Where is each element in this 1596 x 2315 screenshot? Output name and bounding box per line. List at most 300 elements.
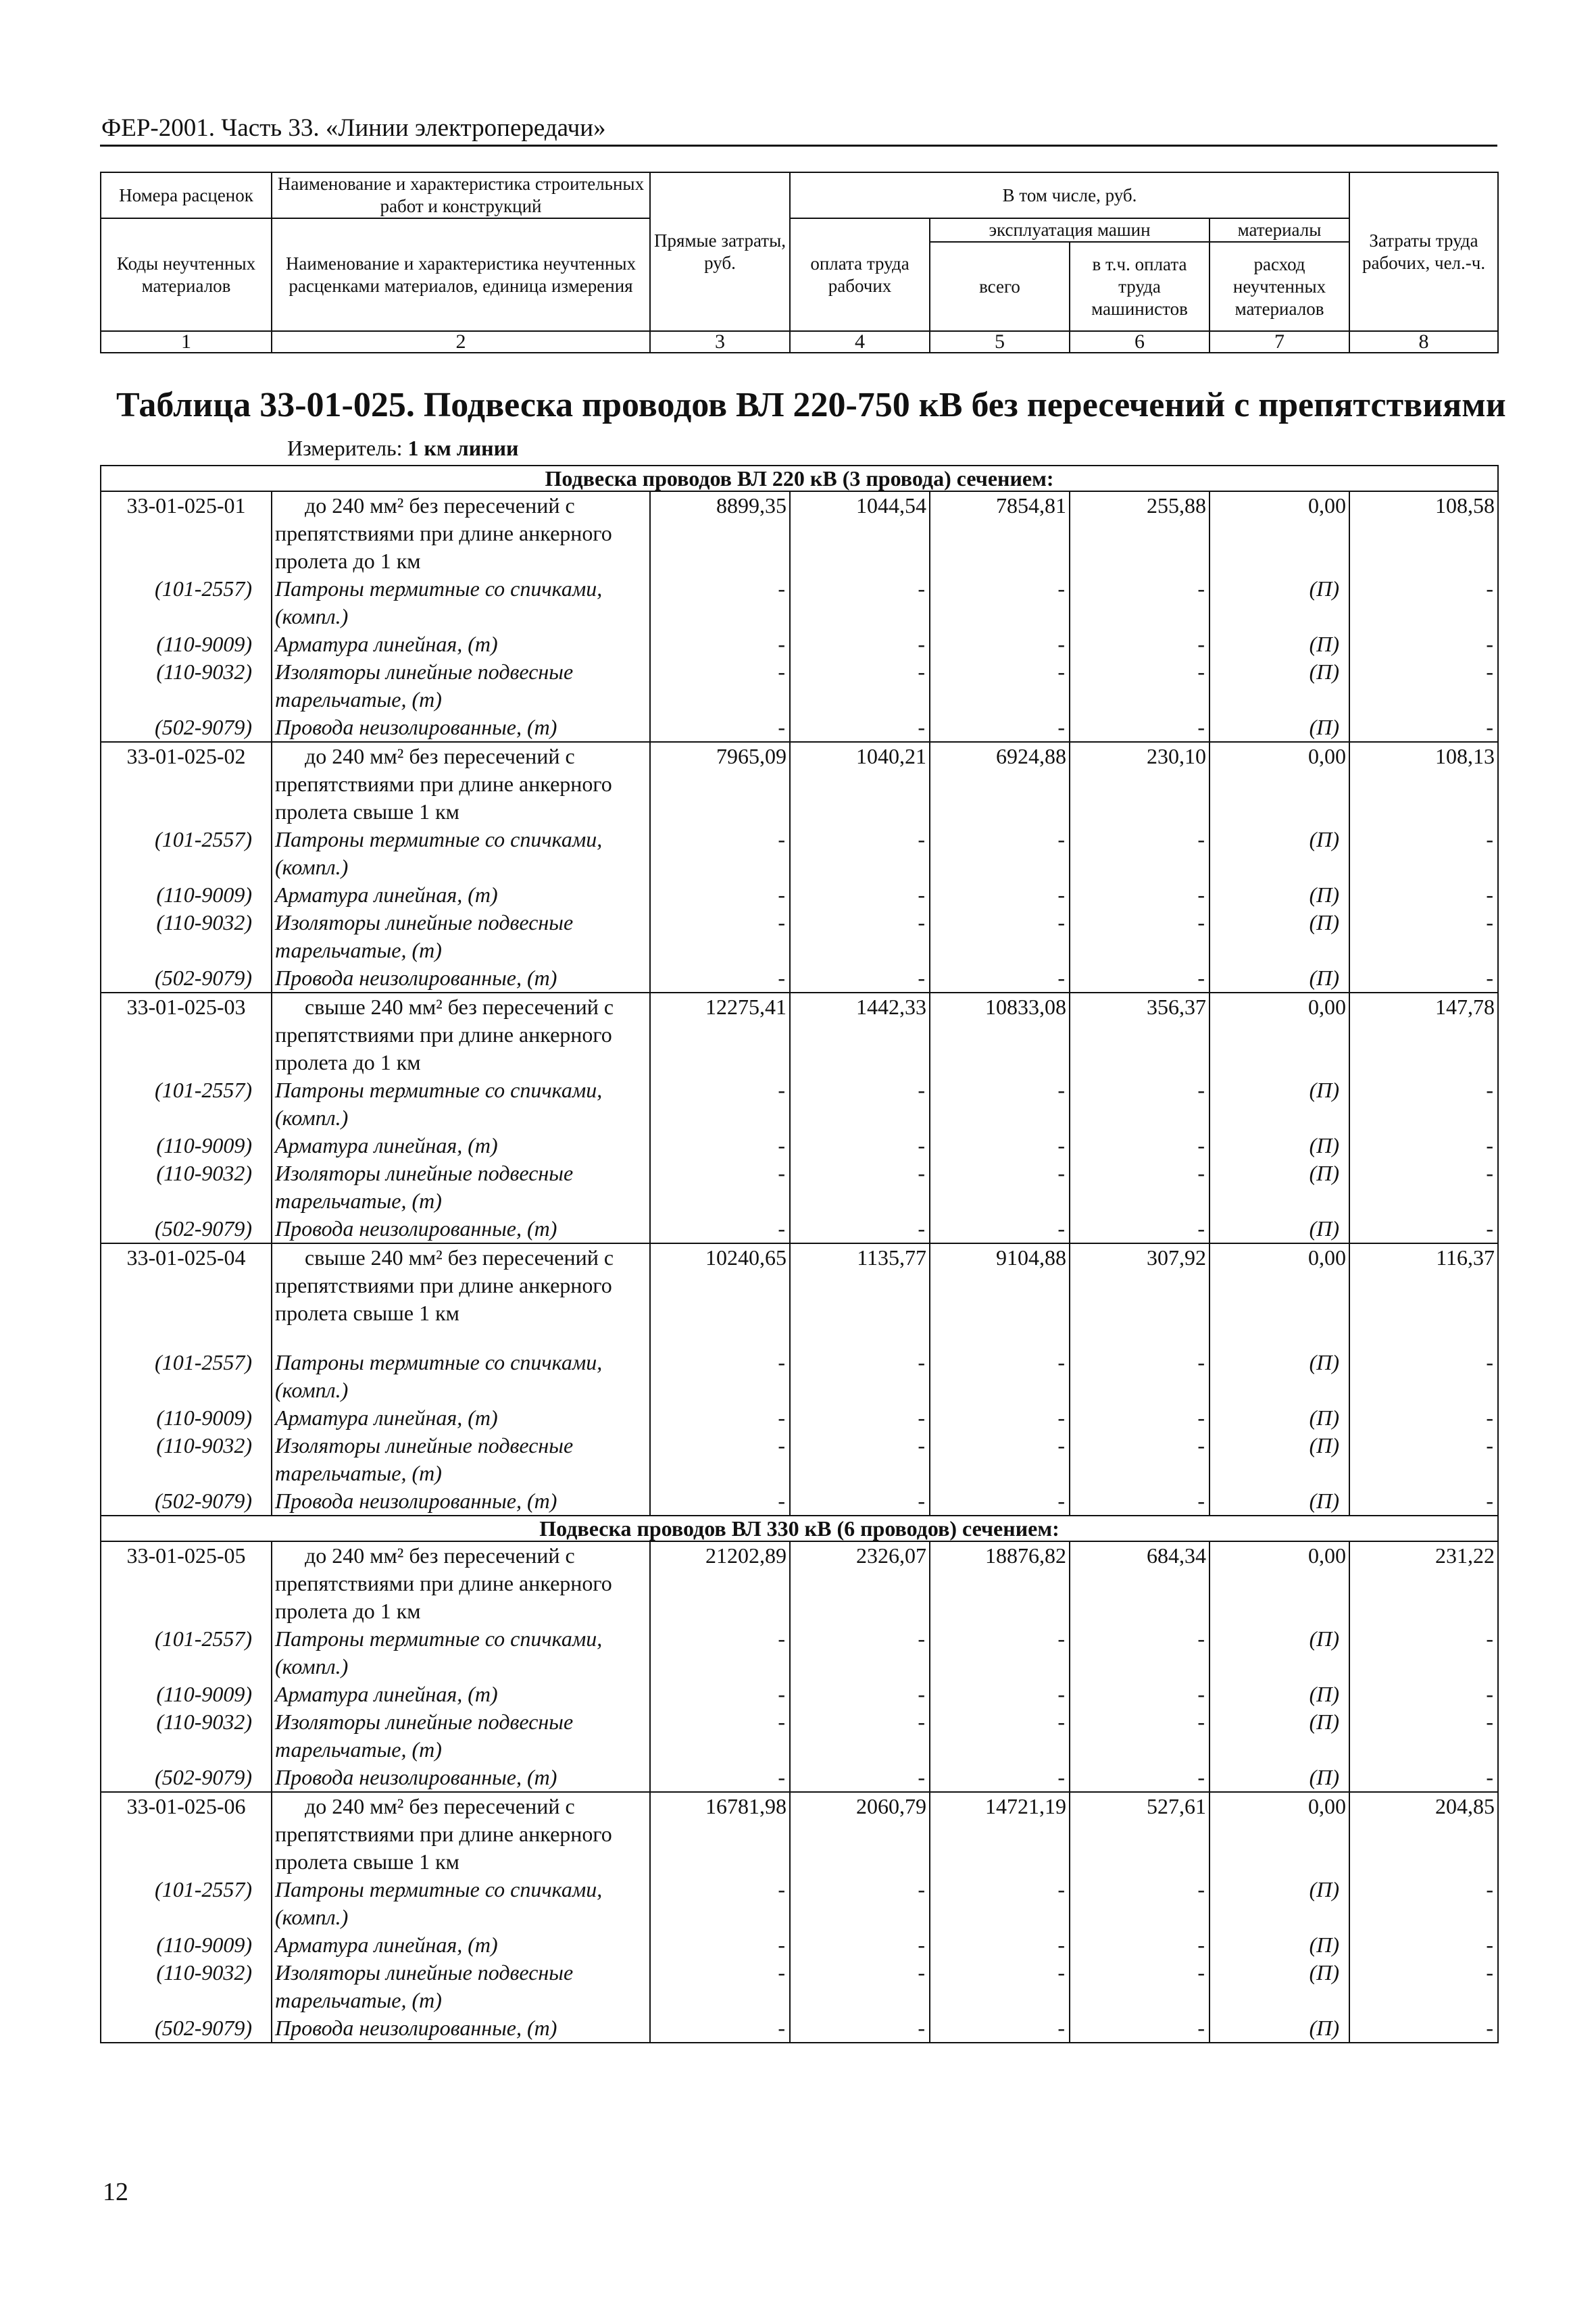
table-title: Таблица 33-01-025. Подвеска проводов ВЛ 220-750 кВ без пересечений с препятствиями — [116, 386, 1506, 424]
dash-cell: - — [790, 1432, 930, 1487]
dash-cell: - — [650, 1681, 790, 1708]
material-consumption: (П) — [1210, 2014, 1349, 2043]
dash-cell: - — [790, 2014, 930, 2043]
dash-cell: - — [1349, 575, 1498, 630]
material-consumption: (П) — [1210, 575, 1349, 630]
material-consumption: (П) — [1210, 1681, 1349, 1708]
dash-cell: - — [1070, 1764, 1210, 1792]
dash-cell: - — [650, 1076, 790, 1132]
dash-cell: - — [1349, 1349, 1498, 1404]
rate-description: до 240 мм² без пересечений с препятствиями при длине анкерного пролета до 1 км — [272, 491, 650, 575]
dash-cell: - — [1070, 1160, 1210, 1215]
rate-value-v5: 18876,82 — [930, 1541, 1070, 1625]
dash-cell: - — [930, 630, 1070, 658]
dash-cell: - — [790, 630, 930, 658]
dash-cell: - — [650, 1708, 790, 1764]
dash-cell: - — [790, 658, 930, 714]
material-consumption: (П) — [1210, 1625, 1349, 1681]
rate-value-v7: 0,00 — [1210, 1243, 1349, 1349]
dash-cell: - — [650, 1764, 790, 1792]
rate-value-v6: 684,34 — [1070, 1541, 1210, 1625]
material-code: (502-9079) — [101, 1764, 272, 1792]
dash-cell: - — [1349, 881, 1498, 909]
dash-cell: - — [790, 1681, 930, 1708]
rate-value-v8: 147,78 — [1349, 993, 1498, 1076]
dash-cell: - — [790, 1160, 930, 1215]
col-num-3: 3 — [650, 331, 790, 353]
dash-cell: - — [1070, 714, 1210, 742]
rate-code: 33-01-025-03 — [101, 993, 272, 1076]
dash-cell: - — [930, 714, 1070, 742]
material-row — [101, 1076, 1498, 1132]
material-row — [101, 1132, 1498, 1160]
material-description: Изоляторы линейные подвесные тарельчатые, (т) — [272, 1160, 650, 1215]
dash-cell: - — [1070, 1487, 1210, 1516]
material-row — [101, 1404, 1498, 1432]
dash-cell: - — [930, 1931, 1070, 1959]
dash-cell: - — [930, 1404, 1070, 1432]
material-description: Изоляторы линейные подвесные тарельчатые, (т) — [272, 1708, 650, 1764]
running-head: ФЕР-2001. Часть 33. «Линии электропередачи» — [101, 114, 606, 142]
dash-cell: - — [1349, 909, 1498, 964]
dash-cell: - — [1349, 1876, 1498, 1931]
material-code: (110-9009) — [101, 630, 272, 658]
rate-code: 33-01-025-06 — [101, 1792, 272, 1876]
material-code: (110-9032) — [101, 1959, 272, 2014]
material-code: (110-9009) — [101, 1681, 272, 1708]
dash-cell: - — [1070, 1349, 1210, 1404]
section-heading: Подвеска проводов ВЛ 330 кВ (6 проводов) сечением: — [101, 1516, 1498, 1541]
dash-cell: - — [1070, 1076, 1210, 1132]
dash-cell: - — [930, 826, 1070, 881]
material-description: Арматура линейная, (т) — [272, 630, 650, 658]
dash-cell: - — [1349, 1681, 1498, 1708]
material-description: Арматура линейная, (т) — [272, 1132, 650, 1160]
dash-cell: - — [930, 1432, 1070, 1487]
material-code: (110-9009) — [101, 1404, 272, 1432]
dash-cell: - — [650, 714, 790, 742]
material-description: Провода неизолированные, (т) — [272, 1764, 650, 1792]
rate-value-v8: 231,22 — [1349, 1541, 1498, 1625]
material-row — [101, 1931, 1498, 1959]
col-num-7: 7 — [1210, 331, 1349, 353]
rate-value-v6: 307,92 — [1070, 1243, 1210, 1349]
dash-cell: - — [650, 1876, 790, 1931]
dash-cell: - — [930, 1215, 1070, 1243]
material-code: (110-9032) — [101, 1432, 272, 1487]
rate-value-v8: 108,13 — [1349, 742, 1498, 826]
material-consumption: (П) — [1210, 714, 1349, 742]
rate-value-v7: 0,00 — [1210, 1792, 1349, 1876]
dash-cell: - — [650, 826, 790, 881]
dash-cell: - — [1349, 1076, 1498, 1132]
rate-row — [101, 993, 1498, 1076]
rate-code: 33-01-025-01 — [101, 491, 272, 575]
material-consumption: (П) — [1210, 1487, 1349, 1516]
rate-value-v5: 10833,08 — [930, 993, 1070, 1076]
rate-row — [101, 1243, 1498, 1349]
rate-value-v7: 0,00 — [1210, 1541, 1349, 1625]
dash-cell: - — [790, 1876, 930, 1931]
material-description: Арматура линейная, (т) — [272, 881, 650, 909]
material-consumption: (П) — [1210, 630, 1349, 658]
material-description: Провода неизолированные, (т) — [272, 964, 650, 993]
header-labor: Затраты труда рабочих, чел.-ч. — [1349, 172, 1498, 331]
header-direct-costs: Прямые затраты, руб. — [650, 172, 790, 331]
dash-cell: - — [930, 2014, 1070, 2043]
dash-cell: - — [1349, 658, 1498, 714]
material-code: (101-2557) — [101, 575, 272, 630]
material-row — [101, 714, 1498, 742]
material-description: Провода неизолированные, (т) — [272, 1215, 650, 1243]
material-consumption: (П) — [1210, 658, 1349, 714]
dash-cell: - — [1349, 1215, 1498, 1243]
material-code: (110-9032) — [101, 909, 272, 964]
rate-value-v7: 0,00 — [1210, 993, 1349, 1076]
dash-cell: - — [790, 1076, 930, 1132]
page-number: 12 — [103, 2178, 128, 2206]
rate-value-v6: 356,37 — [1070, 993, 1210, 1076]
material-description: Изоляторы линейные подвесные тарельчатые, (т) — [272, 1959, 650, 2014]
dash-cell: - — [1349, 1404, 1498, 1432]
dash-cell: - — [790, 1625, 930, 1681]
header-work-name: Наименование и характеристика строительных работ и конструкций — [272, 172, 650, 218]
section-heading-row — [101, 1516, 1498, 1541]
rate-description: до 240 мм² без пересечений с препятствиями при длине анкерного пролета свыше 1 км — [272, 1792, 650, 1876]
material-code: (101-2557) — [101, 826, 272, 881]
dash-cell: - — [1070, 1625, 1210, 1681]
dash-cell: - — [930, 1959, 1070, 2014]
header-materials: материалы — [1210, 218, 1349, 242]
dash-cell: - — [1070, 2014, 1210, 2043]
dash-cell: - — [1070, 575, 1210, 630]
dash-cell: - — [790, 1349, 930, 1404]
material-code: (502-9079) — [101, 714, 272, 742]
dash-cell: - — [930, 1708, 1070, 1764]
rate-value-v3: 7965,09 — [650, 742, 790, 826]
rate-value-v4: 1040,21 — [790, 742, 930, 826]
material-consumption: (П) — [1210, 881, 1349, 909]
col-num-2: 2 — [272, 331, 650, 353]
material-code: (101-2557) — [101, 1876, 272, 1931]
rate-value-v4: 1135,77 — [790, 1243, 930, 1349]
dash-cell: - — [930, 1076, 1070, 1132]
header-including: В том числе, руб. — [790, 172, 1349, 218]
material-consumption: (П) — [1210, 909, 1349, 964]
dash-cell: - — [790, 1132, 930, 1160]
dash-cell: - — [1070, 1708, 1210, 1764]
header-machines: эксплуатация машин — [930, 218, 1210, 242]
dash-cell: - — [650, 964, 790, 993]
measure-value: 1 км линии — [407, 436, 519, 460]
dash-cell: - — [650, 575, 790, 630]
rate-code: 33-01-025-05 — [101, 1541, 272, 1625]
column-header-table — [100, 172, 1499, 353]
material-consumption: (П) — [1210, 1132, 1349, 1160]
dash-cell: - — [650, 881, 790, 909]
material-code: (101-2557) — [101, 1625, 272, 1681]
rate-code: 33-01-025-02 — [101, 742, 272, 826]
dash-cell: - — [1070, 630, 1210, 658]
material-code: (110-9032) — [101, 1160, 272, 1215]
material-code: (110-9009) — [101, 881, 272, 909]
dash-cell: - — [1349, 1432, 1498, 1487]
material-row — [101, 881, 1498, 909]
material-code: (502-9079) — [101, 1487, 272, 1516]
dash-cell: - — [1349, 1132, 1498, 1160]
material-row — [101, 2014, 1498, 2043]
dash-cell: - — [1070, 1876, 1210, 1931]
header-material-codes: Коды неучтенных материалов — [101, 218, 272, 331]
col-num-8: 8 — [1349, 331, 1498, 353]
dash-cell: - — [1349, 2014, 1498, 2043]
dash-cell: - — [790, 1215, 930, 1243]
material-row — [101, 1708, 1498, 1764]
dash-cell: - — [650, 1160, 790, 1215]
dash-cell: - — [650, 1404, 790, 1432]
dash-cell: - — [930, 1132, 1070, 1160]
dash-cell: - — [650, 1432, 790, 1487]
rate-description: до 240 мм² без пересечений с препятствиями при длине анкерного пролета до 1 км — [272, 1541, 650, 1625]
material-code: (110-9009) — [101, 1132, 272, 1160]
material-consumption: (П) — [1210, 964, 1349, 993]
dash-cell: - — [930, 575, 1070, 630]
dash-cell: - — [1349, 1959, 1498, 2014]
rate-value-v3: 10240,65 — [650, 1243, 790, 1349]
rate-value-v7: 0,00 — [1210, 742, 1349, 826]
dash-cell: - — [1349, 1625, 1498, 1681]
material-row — [101, 1215, 1498, 1243]
material-row — [101, 1764, 1498, 1792]
dash-cell: - — [650, 2014, 790, 2043]
dash-cell: - — [790, 909, 930, 964]
dash-cell: - — [930, 964, 1070, 993]
rate-value-v5: 6924,88 — [930, 742, 1070, 826]
rates-table — [100, 465, 1499, 2043]
dash-cell: - — [650, 1215, 790, 1243]
dash-cell: - — [1349, 964, 1498, 993]
material-row — [101, 964, 1498, 993]
dash-cell: - — [650, 1625, 790, 1681]
rate-value-v4: 1442,33 — [790, 993, 930, 1076]
header-machines-total: всего — [930, 242, 1070, 331]
dash-cell: - — [1349, 714, 1498, 742]
dash-cell: - — [930, 1681, 1070, 1708]
material-description: Патроны термитные со спичками, (компл.) — [272, 1876, 650, 1931]
dash-cell: - — [1070, 1681, 1210, 1708]
material-consumption: (П) — [1210, 1404, 1349, 1432]
dash-cell: - — [650, 1487, 790, 1516]
rate-code: 33-01-025-04 — [101, 1243, 272, 1349]
dash-cell: - — [790, 1959, 930, 2014]
dash-cell: - — [790, 1708, 930, 1764]
material-row — [101, 658, 1498, 714]
rate-value-v6: 230,10 — [1070, 742, 1210, 826]
material-row — [101, 1349, 1498, 1404]
material-row — [101, 1432, 1498, 1487]
rate-value-v4: 2060,79 — [790, 1792, 930, 1876]
rate-value-v3: 12275,41 — [650, 993, 790, 1076]
dash-cell: - — [790, 714, 930, 742]
material-code: (110-9009) — [101, 1931, 272, 1959]
dash-cell: - — [930, 1876, 1070, 1931]
rate-value-v3: 8899,35 — [650, 491, 790, 575]
material-code: (110-9032) — [101, 658, 272, 714]
material-description: Арматура линейная, (т) — [272, 1404, 650, 1432]
material-row — [101, 909, 1498, 964]
material-consumption: (П) — [1210, 1764, 1349, 1792]
dash-cell: - — [790, 964, 930, 993]
rate-value-v4: 1044,54 — [790, 491, 930, 575]
material-consumption: (П) — [1210, 1708, 1349, 1764]
dash-cell: - — [650, 630, 790, 658]
rate-row — [101, 491, 1498, 575]
rate-description: свыше 240 мм² без пересечений с препятствиями при длине анкерного пролета свыше 1 км — [272, 1243, 650, 1349]
header-wages: оплата труда рабочих — [790, 218, 930, 331]
rate-value-v6: 255,88 — [1070, 491, 1210, 575]
material-consumption: (П) — [1210, 1076, 1349, 1132]
material-row — [101, 1160, 1498, 1215]
dash-cell: - — [1070, 964, 1210, 993]
material-description: Провода неизолированные, (т) — [272, 1487, 650, 1516]
dash-cell: - — [1070, 1215, 1210, 1243]
col-num-4: 4 — [790, 331, 930, 353]
material-description: Изоляторы линейные подвесные тарельчатые, (т) — [272, 658, 650, 714]
dash-cell: - — [1070, 1404, 1210, 1432]
dash-cell: - — [1070, 826, 1210, 881]
dash-cell: - — [930, 1487, 1070, 1516]
material-description: Арматура линейная, (т) — [272, 1681, 650, 1708]
dash-cell: - — [1349, 1708, 1498, 1764]
rate-value-v5: 14721,19 — [930, 1792, 1070, 1876]
dash-cell: - — [790, 826, 930, 881]
dash-cell: - — [1070, 881, 1210, 909]
dash-cell: - — [790, 1764, 930, 1792]
dash-cell: - — [930, 658, 1070, 714]
dash-cell: - — [930, 1625, 1070, 1681]
dash-cell: - — [650, 909, 790, 964]
rate-value-v3: 21202,89 — [650, 1541, 790, 1625]
material-consumption: (П) — [1210, 1160, 1349, 1215]
material-code: (502-9079) — [101, 1215, 272, 1243]
material-consumption: (П) — [1210, 1432, 1349, 1487]
material-code: (502-9079) — [101, 2014, 272, 2043]
material-description: Патроны термитные со спичками, (компл.) — [272, 575, 650, 630]
dash-cell: - — [790, 1404, 930, 1432]
dash-cell: - — [1070, 1931, 1210, 1959]
dash-cell: - — [1070, 658, 1210, 714]
rate-row — [101, 1792, 1498, 1876]
dash-cell: - — [790, 1931, 930, 1959]
material-row — [101, 1959, 1498, 2014]
material-code: (101-2557) — [101, 1076, 272, 1132]
dash-cell: - — [650, 658, 790, 714]
material-description: Арматура линейная, (т) — [272, 1931, 650, 1959]
material-row — [101, 575, 1498, 630]
material-description: Патроны термитные со спичками, (компл.) — [272, 826, 650, 881]
header-rule — [100, 145, 1497, 147]
rate-value-v3: 16781,98 — [650, 1792, 790, 1876]
col-num-1: 1 — [101, 331, 272, 353]
dash-cell: - — [1349, 826, 1498, 881]
rate-row — [101, 1541, 1498, 1625]
header-rate-numbers: Номера расценок — [101, 172, 272, 218]
material-consumption: (П) — [1210, 1215, 1349, 1243]
rate-value-v4: 2326,07 — [790, 1541, 930, 1625]
dash-cell: - — [1349, 630, 1498, 658]
dash-cell: - — [650, 1132, 790, 1160]
rate-description: до 240 мм² без пересечений с препятствиями при длине анкерного пролета свыше 1 км — [272, 742, 650, 826]
material-row — [101, 630, 1498, 658]
material-consumption: (П) — [1210, 826, 1349, 881]
material-description: Провода неизолированные, (т) — [272, 2014, 650, 2043]
material-description: Патроны термитные со спичками, (компл.) — [272, 1349, 650, 1404]
rate-description: свыше 240 мм² без пересечений с препятствиями при длине анкерного пролета до 1 км — [272, 993, 650, 1076]
dash-cell: - — [650, 1931, 790, 1959]
dash-cell: - — [1349, 1160, 1498, 1215]
rate-value-v7: 0,00 — [1210, 491, 1349, 575]
material-description: Провода неизолированные, (т) — [272, 714, 650, 742]
dash-cell: - — [1070, 1132, 1210, 1160]
material-row — [101, 1681, 1498, 1708]
material-row — [101, 826, 1498, 881]
material-row — [101, 1487, 1498, 1516]
dash-cell: - — [1349, 1487, 1498, 1516]
dash-cell: - — [930, 1764, 1070, 1792]
dash-cell: - — [930, 909, 1070, 964]
dash-cell: - — [790, 575, 930, 630]
material-description: Изоляторы линейные подвесные тарельчатые, (т) — [272, 909, 650, 964]
rate-value-v5: 7854,81 — [930, 491, 1070, 575]
rate-value-v8: 204,85 — [1349, 1792, 1498, 1876]
dash-cell: - — [930, 1160, 1070, 1215]
section-heading-row — [101, 466, 1498, 491]
material-description: Патроны термитные со спичками, (компл.) — [272, 1625, 650, 1681]
dash-cell: - — [790, 881, 930, 909]
dash-cell: - — [1070, 1432, 1210, 1487]
rate-value-v6: 527,61 — [1070, 1792, 1210, 1876]
dash-cell: - — [1070, 909, 1210, 964]
section-heading: Подвеска проводов ВЛ 220 кВ (3 провода) сечением: — [101, 466, 1498, 491]
material-consumption: (П) — [1210, 1349, 1349, 1404]
material-consumption: (П) — [1210, 1959, 1349, 2014]
rate-value-v8: 116,37 — [1349, 1243, 1498, 1349]
dash-cell: - — [930, 1349, 1070, 1404]
header-material-consumption: расход неучтенных материалов — [1210, 242, 1349, 331]
dash-cell: - — [1349, 1931, 1498, 1959]
material-code: (110-9032) — [101, 1708, 272, 1764]
col-num-6: 6 — [1070, 331, 1210, 353]
dash-cell: - — [930, 881, 1070, 909]
measure-line — [287, 436, 518, 461]
dash-cell: - — [1349, 1764, 1498, 1792]
material-code: (101-2557) — [101, 1349, 272, 1404]
rate-value-v5: 9104,88 — [930, 1243, 1070, 1349]
col-num-5: 5 — [930, 331, 1070, 353]
material-description: Патроны термитные со спичками, (компл.) — [272, 1076, 650, 1132]
material-consumption: (П) — [1210, 1931, 1349, 1959]
header-machinist-wages: в т.ч. оплата труда машинистов — [1070, 242, 1210, 331]
rate-value-v8: 108,58 — [1349, 491, 1498, 575]
dash-cell: - — [1070, 1959, 1210, 2014]
material-description: Изоляторы линейные подвесные тарельчатые, (т) — [272, 1432, 650, 1487]
header-material-names: Наименование и характеристика неучтенных расценками материалов, единица измерения — [272, 218, 650, 331]
material-row — [101, 1625, 1498, 1681]
material-row — [101, 1876, 1498, 1931]
dash-cell: - — [790, 1487, 930, 1516]
rate-row — [101, 742, 1498, 826]
material-code: (502-9079) — [101, 964, 272, 993]
